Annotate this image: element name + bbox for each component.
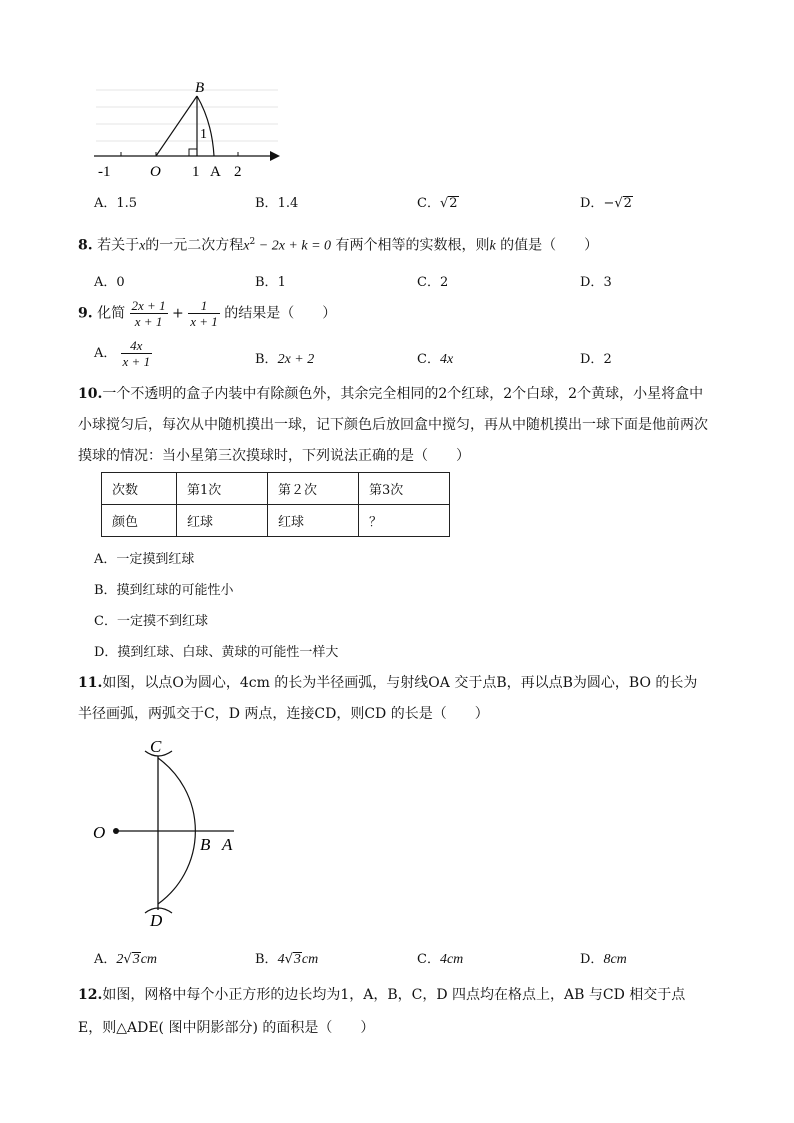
q10-choice-b[interactable]: B．摸到红球的可能性小 <box>94 583 234 598</box>
label-O: O <box>93 823 106 842</box>
q10-choice-a[interactable]: A．一定摸到红球 <box>94 552 195 567</box>
choice-value: 1.5 <box>116 196 138 211</box>
choice-letter: C． <box>417 196 440 211</box>
question-number: 8. <box>78 237 93 254</box>
fraction: $\frac{2x + 1}{x + 1}$ <box>131 298 166 329</box>
choice-value: 2 <box>449 196 458 211</box>
question-number: 10. <box>78 386 103 402</box>
choice-letter: B． <box>255 196 278 211</box>
number-line-figure <box>88 76 288 184</box>
q8-stem <box>78 232 598 257</box>
q9-text: 的结果是（ ） <box>224 305 337 322</box>
q10-line-3: 摸球的情况：当小星第三次摸球时，下列说法正确的是（ ） <box>78 448 470 464</box>
sqrt-icon: √ <box>284 952 293 967</box>
q11-choice-b[interactable]: B．4√3cm <box>255 952 319 967</box>
label-O: O <box>150 164 161 180</box>
choice-letter: D． <box>580 196 604 211</box>
q8-choice-b[interactable]: B．1 <box>255 275 286 290</box>
equation: − 2x + k = 0 <box>255 238 332 254</box>
table-cell: 第1次 <box>177 473 268 505</box>
table-cell: 红球 <box>177 505 268 537</box>
segment-OB <box>156 96 197 156</box>
q11-choice-d[interactable]: D．8cm <box>580 952 627 967</box>
plus-sign: + <box>172 305 184 322</box>
question-number: 9. <box>78 305 93 322</box>
q10-choice-c[interactable]: C．一定摸不到红球 <box>94 614 208 629</box>
choice-letter: A． <box>94 196 117 211</box>
q8-text: 若关于 <box>97 237 140 254</box>
q11-choice-c[interactable]: C．4cm <box>417 952 464 967</box>
label-B: B <box>195 80 205 96</box>
label-C: C <box>150 737 162 756</box>
q8-choice-c[interactable]: C．2 <box>417 275 449 290</box>
table-cell: 红球 <box>268 505 359 537</box>
math-var: k <box>489 238 496 254</box>
table-cell: 次数 <box>102 473 177 505</box>
q8-choice-d[interactable]: D．3 <box>580 275 612 290</box>
choice-value: 2 <box>623 196 632 211</box>
q9-text: 化简 <box>97 305 126 322</box>
label-A: A <box>222 835 233 854</box>
q8-choice-a[interactable]: A．0 <box>94 275 125 290</box>
q7-choice-d[interactable] <box>580 192 633 211</box>
tick-label-2: 2 <box>234 164 242 180</box>
draw-record-table <box>101 472 450 537</box>
q11-choice-a[interactable]: A．2√3cm <box>94 952 158 967</box>
arc-construction-figure <box>90 734 250 934</box>
question-number: 12. <box>78 987 103 1003</box>
minus-sign: − <box>603 196 615 211</box>
table-header-row <box>102 473 450 505</box>
label-height-1: 1 <box>200 127 207 142</box>
q10-line-1: 10.一个不透明的盒子内装中有除颜色外，其余完全相同的2个红球，2个白球，2个黄球，小星将盒中 <box>78 386 704 402</box>
q9-choice-d[interactable]: D．2 <box>580 352 612 367</box>
fraction: $\frac{1}{x + 1}$ <box>190 298 218 329</box>
arc-BA <box>197 96 214 156</box>
fraction: $\frac{4x}{x + 1}$ <box>122 338 151 369</box>
q9-choice-a[interactable]: A． $\frac{4x}{x + 1}$ <box>94 338 151 369</box>
sqrt-icon: √ <box>123 952 132 967</box>
table-row <box>102 505 450 537</box>
table-cell: 颜色 <box>102 505 177 537</box>
math-var: x <box>139 238 146 254</box>
choice-value: 1.4 <box>277 196 299 211</box>
question-number: 11. <box>78 675 103 691</box>
q12-line-2: E，则△ADE( 图中阴影部分) 的面积是（ ） <box>78 1020 375 1036</box>
table-cell: 第3次 <box>359 473 450 505</box>
exponent: 2 <box>249 237 256 247</box>
q10-choice-d[interactable]: D．摸到红球、白球、黄球的可能性一样大 <box>94 645 339 660</box>
q8-text: 的值是（ ） <box>500 237 599 254</box>
sqrt-icon: √ <box>614 196 623 211</box>
table-cell: ？ <box>359 505 450 537</box>
q9-choice-c[interactable]: C．4x <box>417 352 454 367</box>
q7-choice-b[interactable] <box>255 192 298 211</box>
tick-label-minus1: -1 <box>98 164 111 180</box>
q8-text: 有两个相等的实数根，则 <box>335 237 490 254</box>
q8-text: 的一元二次方程 <box>145 237 244 254</box>
equation: x <box>243 238 250 254</box>
sqrt-icon: √ <box>439 196 449 211</box>
table-cell: 第２次 <box>268 473 359 505</box>
axis-arrow-icon <box>270 151 280 161</box>
label-A: A <box>210 164 221 180</box>
label-B: B <box>200 835 211 854</box>
q9-choice-b[interactable]: B．2x + 2 <box>255 352 315 367</box>
figure-grid <box>96 90 278 141</box>
tick-label-1: 1 <box>192 164 200 180</box>
q9-stem <box>78 298 336 329</box>
q11-line-2: 半径画弧，两弧交于C，D 两点，连接CD，则CD 的长是（ ） <box>78 706 489 722</box>
q11-line-1: 11.如图，以点O为圆心，4cm 的长为半径画弧，与射线OA 交于点B，再以点B为圆心，BO 的长为 <box>78 675 698 691</box>
q12-line-1: 12.如图，网格中每个小正方形的边长均为1，A，B，C，D 四点均在格点上，AB 与CD 相交于点 <box>78 987 686 1003</box>
q7-choice-c[interactable] <box>417 192 459 211</box>
q7-choice-a[interactable] <box>94 192 137 211</box>
label-D: D <box>150 911 163 930</box>
q10-line-2: 小球搅匀后，每次从中随机摸出一球，记下颜色后放回盒中搅匀，再从中随机摸出一球下面是他前两次 <box>78 417 708 433</box>
